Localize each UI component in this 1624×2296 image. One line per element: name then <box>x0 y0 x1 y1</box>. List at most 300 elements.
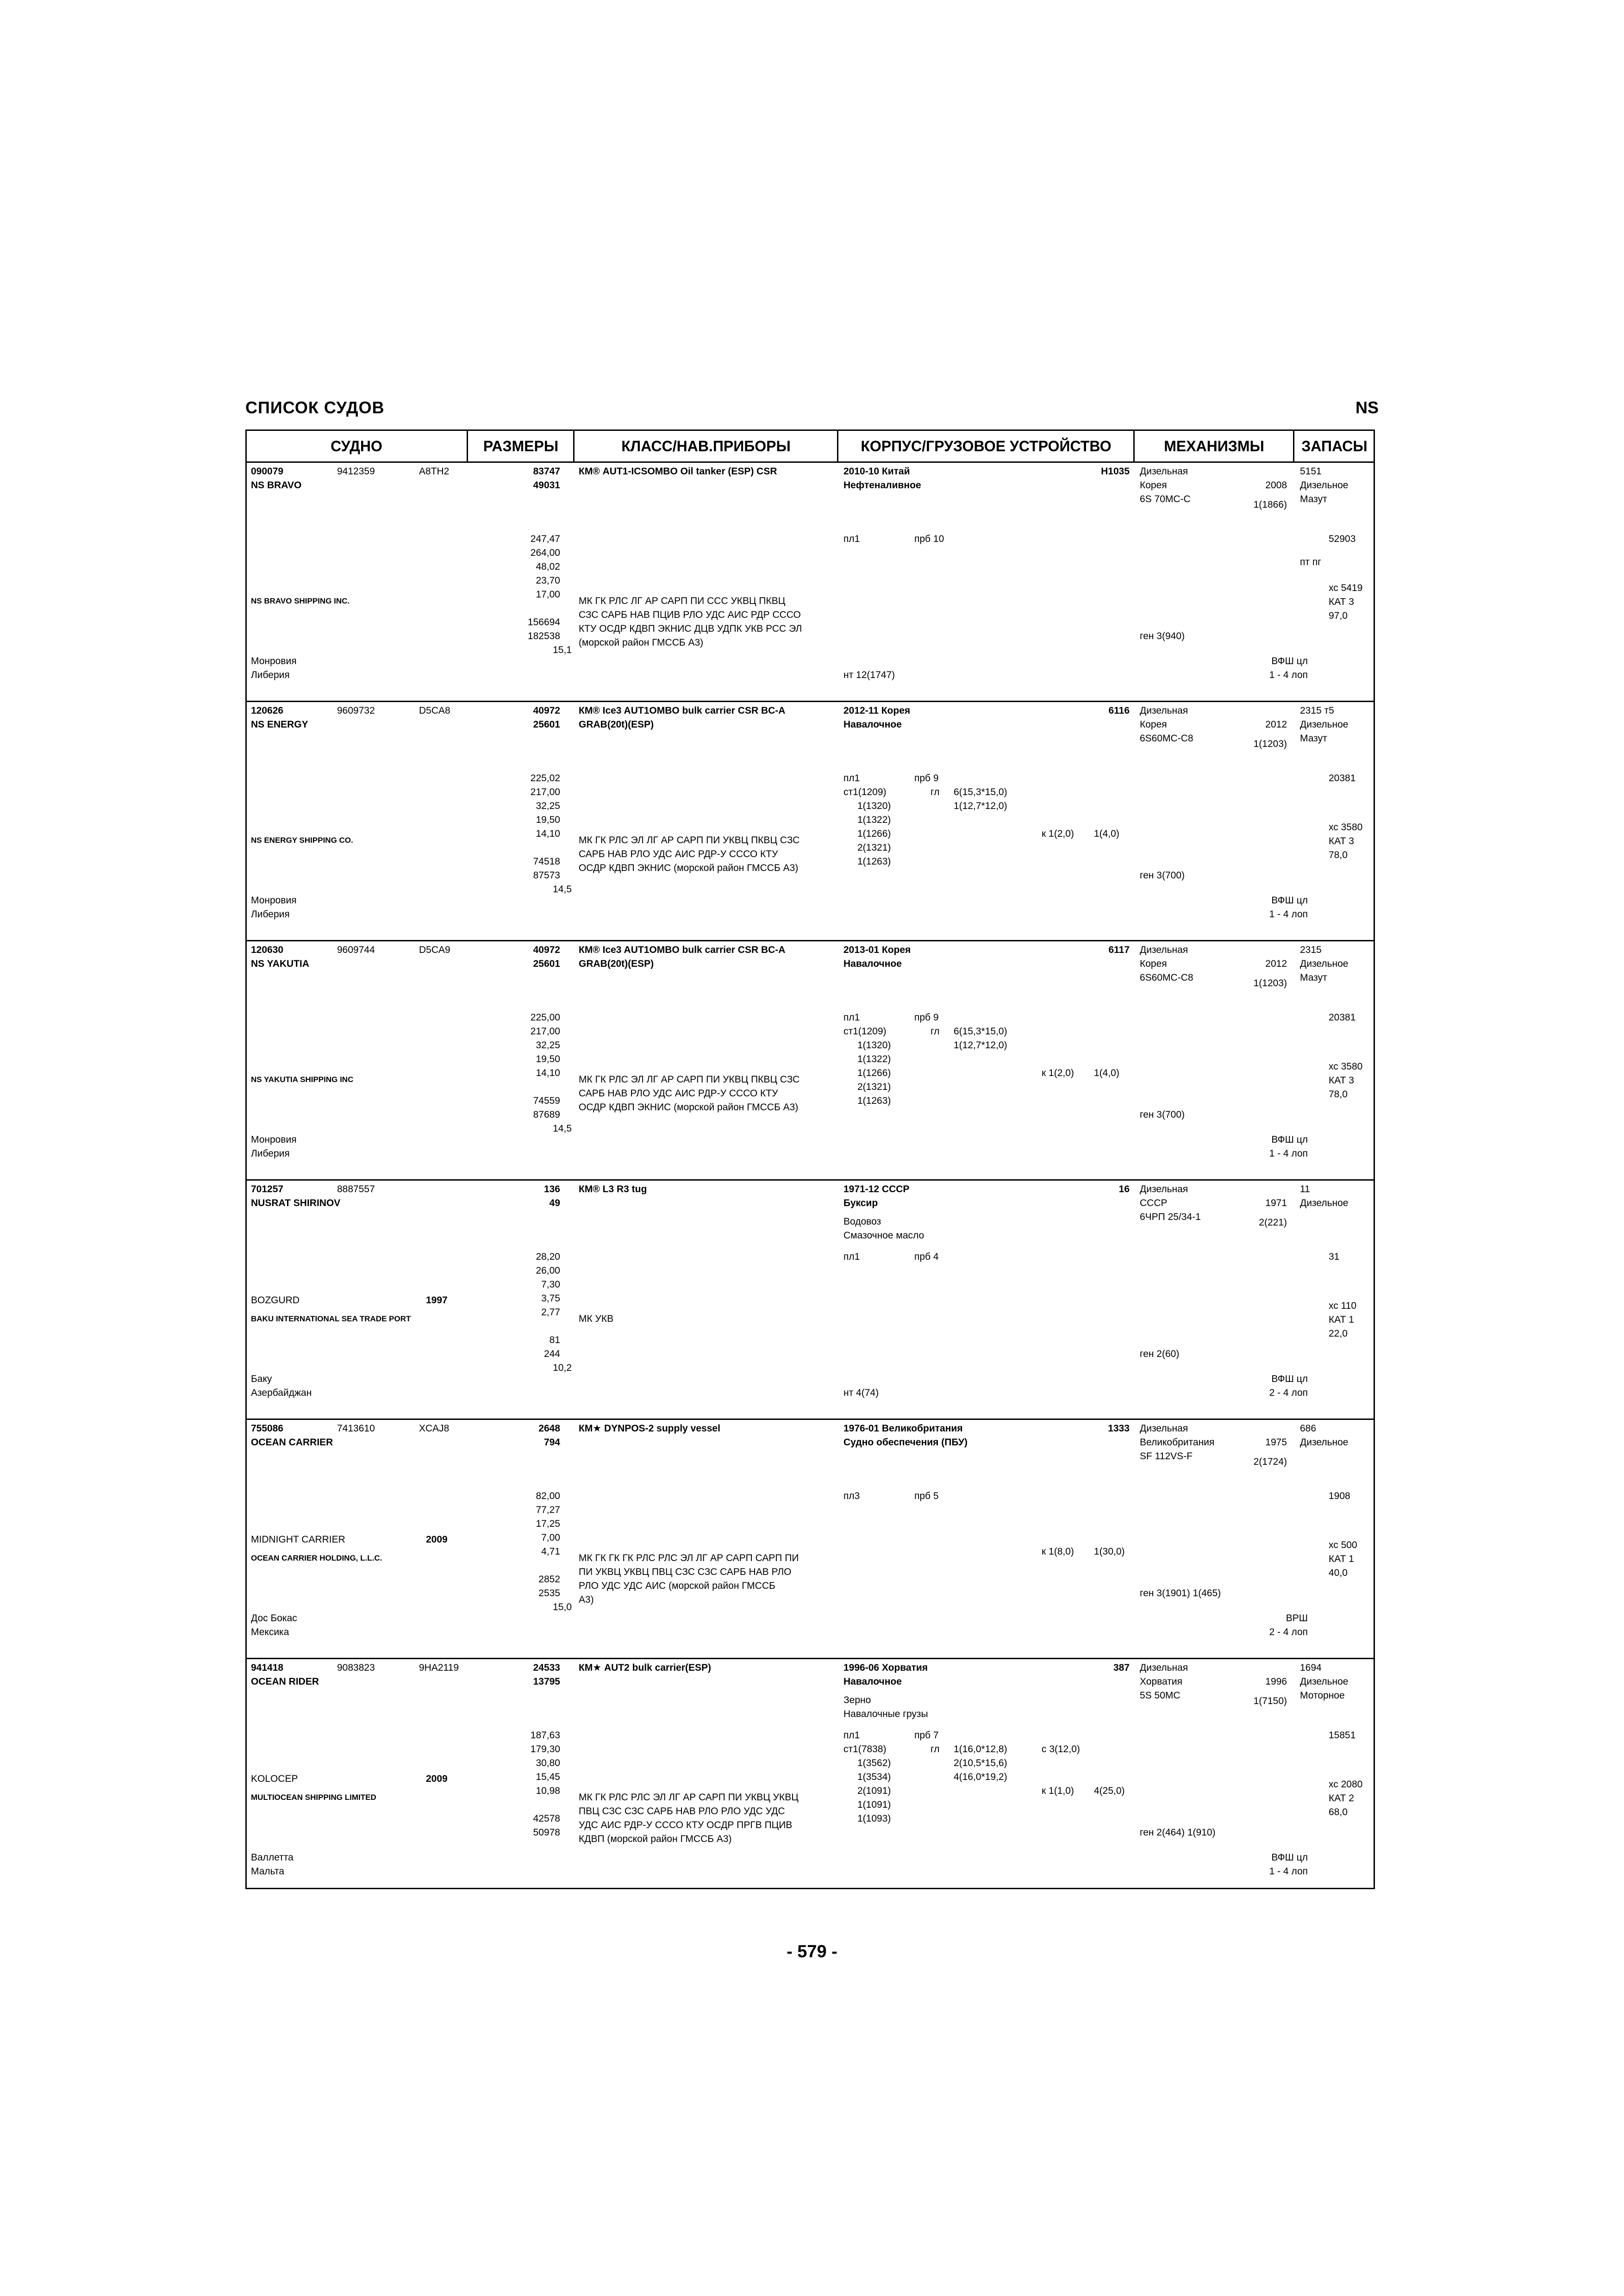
class-notation-cont: GRAB(20t)(ESP) <box>579 958 654 969</box>
generators: ген 2(60) <box>1140 1349 1180 1359</box>
engine-type: Дизельная <box>1140 466 1188 477</box>
hold-info: ст1(1209) <box>843 787 887 797</box>
nav-equipment-line: А3) <box>579 1594 594 1605</box>
dimension-value: 225,00 <box>530 1012 560 1023</box>
ship-name: NS BRAVO <box>251 480 302 491</box>
engine-model: 5S 50MC <box>1140 1690 1181 1701</box>
propeller: ВФШ цл <box>1271 1134 1308 1145</box>
propeller: ВФШ цл <box>1271 895 1308 906</box>
hold-info: 1(1322) <box>857 1054 891 1064</box>
home-port: Монровия <box>251 656 297 666</box>
dimension-value: 14,10 <box>536 828 560 839</box>
net-capacity: 2852 <box>538 1574 560 1585</box>
hold-info: пл1 <box>843 534 860 544</box>
former-name-year: 1997 <box>426 1295 448 1306</box>
engine-country: Корея <box>1140 958 1167 969</box>
ship-reg-number: 120626 <box>251 705 284 716</box>
build-info: 1971-12 СССР <box>843 1184 910 1195</box>
vessel-type: Нефтеналивное <box>843 480 921 491</box>
hold-info: ст1(1209) <box>843 1026 887 1037</box>
dimension-value: 179,30 <box>530 1744 560 1755</box>
net-capacity: 74559 <box>533 1095 560 1106</box>
category-value: 78,0 <box>1329 850 1348 860</box>
nav-equipment-line: МК ГК РЛС ЛГ АР САРП ПИ ССС УКВЦ ПКВЦ <box>579 596 786 606</box>
engine-model: 6S 70MC-C <box>1140 494 1191 504</box>
propeller-blades: 1 - 4 лоп <box>1269 1148 1308 1159</box>
gear-info: с 3(12,0) <box>1042 1744 1080 1755</box>
engine-type: Дизельная <box>1140 945 1188 955</box>
nav-equipment-line: ОСДР КДВП ЭКНИС (морской район ГМССБ А3) <box>579 863 799 873</box>
page-number: - 579 - <box>787 1942 837 1961</box>
hold-info-2: прб 5 <box>914 1491 939 1501</box>
gear-info-2: 4(25,0) <box>1094 1786 1125 1796</box>
generators: ген 3(700) <box>1140 870 1185 881</box>
fuel-type-1: Дизельное <box>1300 480 1349 491</box>
engine-power: 2(1724) <box>1253 1456 1287 1467</box>
deadweight: 2648 <box>538 1423 560 1434</box>
engine-country: Корея <box>1140 480 1167 491</box>
dimension-value: 32,25 <box>536 1040 560 1051</box>
ship-owner: MULTIOCEAN SHIPPING LIMITED <box>251 1793 376 1802</box>
engine-power: 1(1866) <box>1253 499 1287 510</box>
dimension-value: 3,75 <box>541 1293 560 1304</box>
hold-info-2: гл <box>931 1026 940 1037</box>
fuel-type-2: Мазут <box>1300 972 1327 983</box>
engine-year: 2008 <box>1265 480 1287 491</box>
record-separator <box>245 1419 1375 1420</box>
ship-imo-number: 9609732 <box>337 705 375 716</box>
gear-info-2: 1(4,0) <box>1094 1068 1119 1078</box>
dimension-value: 264,00 <box>530 548 560 558</box>
dimension-value: 26,00 <box>536 1265 560 1276</box>
nav-equipment-line: МК ГК РЛС РЛС ЭЛ ЛГ АР САРП ПИ УКВЦ УКВЦ <box>579 1792 799 1803</box>
flag-country: Либерия <box>251 670 290 680</box>
former-name-year: 2009 <box>426 1534 448 1545</box>
home-port: Дос Бокас <box>251 1613 297 1624</box>
col-header-class: КЛАСС/НАВ.ПРИБОРЫ <box>621 438 791 454</box>
engine-country: Хорватия <box>1140 1676 1182 1687</box>
dimension-value: 14,10 <box>536 1068 560 1078</box>
ship-name: NS ENERGY <box>251 719 308 730</box>
vessel-type: Судно обеспечения (ПБУ) <box>843 1437 968 1448</box>
nav-equipment-line: МК ГК РЛС ЭЛ ЛГ АР САРП ПИ УКВЦ ПКВЦ СЗС <box>579 1074 800 1085</box>
engine-year: 2012 <box>1265 958 1287 969</box>
header-divider <box>573 429 575 463</box>
ship-reg-number: 090079 <box>251 466 284 477</box>
dimension-value: 17,00 <box>536 589 560 600</box>
hold-hatch: 2(10,5*15,6) <box>954 1758 1007 1768</box>
propeller-blades: 2 - 4 лоп <box>1269 1388 1308 1398</box>
nav-equipment-line: УДС АИС РДР-У СССО КТУ ОСДР ПРГВ ПЦИВ <box>579 1820 793 1830</box>
col-header-machinery: МЕХАНИЗМЫ <box>1164 438 1264 454</box>
dimension-value: 225,02 <box>530 773 560 784</box>
page-code: NS <box>1355 398 1379 417</box>
cargo-type: Зерно <box>843 1695 871 1705</box>
nav-equipment-line: КТУ ОСДР КДВП ЭКНИС ДЦВ УДПК УКВ РСС ЭЛ <box>579 623 802 634</box>
engine-year: 1971 <box>1265 1198 1287 1208</box>
hold-info: 1(1266) <box>857 1068 891 1078</box>
category-value: 78,0 <box>1329 1089 1348 1100</box>
hold-info-2: прб 9 <box>914 1012 939 1023</box>
class-notation: КМ® AUT1-ICSOMBO Oil tanker (ESP) CSR <box>579 466 777 477</box>
ship-call-sign: D5CA9 <box>419 945 450 955</box>
volume: 52903 <box>1329 534 1356 544</box>
col-header-stores: ЗАПАСЫ <box>1301 438 1368 454</box>
ship-reg-number: 120630 <box>251 945 284 955</box>
engine-country: Корея <box>1140 719 1167 730</box>
category-value: 97,0 <box>1329 610 1348 621</box>
cargo-capacity: 244 <box>543 1349 560 1359</box>
dimension-value: 187,63 <box>530 1730 560 1741</box>
nav-equipment-line: КДВП (морской район ГМССБ А3) <box>579 1834 732 1844</box>
net-capacity: 81 <box>549 1335 560 1345</box>
propeller: ВФШ цл <box>1271 1374 1308 1384</box>
engine-year: 1996 <box>1265 1676 1287 1687</box>
dimension-value: 32,25 <box>536 801 560 811</box>
engine-power: 1(7150) <box>1253 1696 1287 1706</box>
gear-info-2: 1(30,0) <box>1094 1546 1125 1557</box>
former-name: BOZGURD <box>251 1295 300 1306</box>
category-value: 68,0 <box>1329 1807 1348 1817</box>
dimension-value: 7,00 <box>541 1532 560 1543</box>
hold-info: 1(1320) <box>857 1040 891 1051</box>
fuel-type-1: Дизельное <box>1300 1437 1349 1448</box>
dimension-value: 82,00 <box>536 1491 560 1501</box>
tonnage-note: нт 12(1747) <box>843 670 895 680</box>
hold-hatch: 4(16,0*19,2) <box>954 1772 1007 1782</box>
gross-tonnage: 49031 <box>533 480 560 491</box>
ship-owner: BAKU INTERNATIONAL SEA TRADE PORT <box>251 1314 411 1323</box>
hold-info-2: прб 4 <box>914 1251 939 1262</box>
ship-owner: NS BRAVO SHIPPING INC. <box>251 597 350 605</box>
propeller-blades: 1 - 4 лоп <box>1269 670 1308 680</box>
ship-reg-number: 701257 <box>251 1184 284 1195</box>
fuel-type-1: Дизельное <box>1300 719 1349 730</box>
record-separator <box>245 940 1375 941</box>
hold-info-2: гл <box>931 1744 940 1755</box>
engine-model: SF 112VS-F <box>1140 1451 1193 1462</box>
hull-number: 16 <box>1118 1184 1130 1195</box>
fuel-capacity: 686 <box>1300 1423 1317 1434</box>
category: КАТ 3 <box>1329 836 1354 846</box>
hold-hatch: 1(12,7*12,0) <box>954 1040 1007 1051</box>
refrigeration: хс 500 <box>1329 1540 1357 1550</box>
speed: 14,5 <box>553 884 572 895</box>
nav-equipment-line: (морской район ГМССБ А3) <box>579 637 704 648</box>
hold-info: 2(1091) <box>857 1786 891 1796</box>
vessel-type: Навалочное <box>843 719 902 730</box>
hold-info: пл1 <box>843 773 860 784</box>
cargo-type: Смазочное масло <box>843 1230 924 1241</box>
refrigeration: хс 2080 <box>1329 1779 1363 1790</box>
dimension-value: 28,20 <box>536 1251 560 1262</box>
gear-info: к 1(1,0) <box>1042 1786 1074 1796</box>
category-value: 22,0 <box>1329 1328 1348 1339</box>
record-separator <box>245 1658 1375 1659</box>
gear-info: к 1(2,0) <box>1042 828 1074 839</box>
class-notation: КМ★ AUT2 bulk carrier(ESP) <box>579 1662 712 1673</box>
ship-imo-number: 9609744 <box>337 945 375 955</box>
hold-info-2: гл <box>931 787 940 797</box>
flag-country: Азербайджан <box>251 1388 312 1398</box>
hold-info-2: прб 10 <box>914 534 944 544</box>
net-capacity: 74518 <box>533 856 560 867</box>
vessel-type: Буксир <box>843 1198 878 1208</box>
former-name: MIDNIGHT CARRIER <box>251 1534 345 1545</box>
hold-hatch: 6(15,3*15,0) <box>954 787 1007 797</box>
refrigeration: хс 110 <box>1329 1300 1357 1311</box>
dimension-value: 10,98 <box>536 1786 560 1796</box>
gross-tonnage: 49 <box>549 1198 560 1208</box>
engine-year: 2012 <box>1265 719 1287 730</box>
fuel-type-1: Дизельное <box>1300 1676 1349 1687</box>
ship-imo-number: 7413610 <box>337 1423 375 1434</box>
build-info: 2012-11 Корея <box>843 705 911 716</box>
cargo-capacity: 87573 <box>533 870 560 881</box>
volume: 20381 <box>1329 773 1356 784</box>
category: КАТ 2 <box>1329 1793 1354 1804</box>
propeller-blades: 1 - 4 лоп <box>1269 909 1308 920</box>
hold-info: 1(1320) <box>857 801 891 811</box>
ship-name: OCEAN CARRIER <box>251 1437 333 1448</box>
home-port: Монровия <box>251 1134 297 1145</box>
hull-number: 6116 <box>1108 705 1130 716</box>
vessel-type: Навалочное <box>843 958 902 969</box>
header-divider <box>1293 429 1294 463</box>
engine-type: Дизельная <box>1140 1423 1188 1434</box>
dimension-value: 4,71 <box>541 1546 560 1557</box>
fuel-capacity: 11 <box>1300 1184 1310 1195</box>
ship-name: NS YAKUTIA <box>251 958 310 969</box>
category-value: 40,0 <box>1329 1568 1348 1578</box>
nav-equipment-line: СЗС САРБ НАВ ПЦИВ РЛО УДС АИС РДР СССО <box>579 610 801 620</box>
nav-equipment-line: ОСДР КДВП ЭКНИС (морской район ГМССБ А3) <box>579 1102 799 1113</box>
engine-type: Дизельная <box>1140 705 1188 716</box>
fuel-type-1: Дизельное <box>1300 958 1349 969</box>
hold-info: 1(3562) <box>857 1758 891 1768</box>
dimension-value: 247,47 <box>530 534 560 544</box>
ship-reg-number: 755086 <box>251 1423 284 1434</box>
page-title: СПИСОК СУДОВ <box>245 398 385 417</box>
hold-info: 1(1263) <box>857 856 891 867</box>
dimension-value: 2,77 <box>541 1307 560 1318</box>
propeller-blades: 1 - 4 лоп <box>1269 1866 1308 1877</box>
refrigeration: хс 3580 <box>1329 822 1363 833</box>
flag-country: Мексика <box>251 1627 289 1637</box>
hold-info: 2(1321) <box>857 1082 891 1092</box>
nav-equipment-line: МК УКВ <box>579 1313 614 1324</box>
fuel-capacity: 1694 <box>1300 1662 1322 1673</box>
hold-info: ст1(7838) <box>843 1744 887 1755</box>
class-notation: КМ® Ice3 AUT1OMBO bulk carrier CSR BC-A <box>579 705 786 716</box>
deadweight: 40972 <box>533 945 560 955</box>
flag-country: Мальта <box>251 1866 285 1877</box>
gross-tonnage: 25601 <box>533 958 560 969</box>
fuel-type-2: Моторное <box>1300 1690 1345 1701</box>
hold-info: 1(1263) <box>857 1095 891 1106</box>
class-notation: КМ★ DYNPOS-2 supply vessel <box>579 1423 720 1434</box>
ship-call-sign: D5CA8 <box>419 705 450 716</box>
engine-country: СССР <box>1140 1198 1168 1208</box>
home-port: Монровия <box>251 895 297 906</box>
former-name: KOLOCEP <box>251 1773 298 1784</box>
engine-model: 6S60MC-C8 <box>1140 733 1193 744</box>
fuel-capacity: 2315 <box>1300 945 1322 955</box>
record-separator <box>245 1179 1375 1181</box>
hull-number: Н1035 <box>1101 466 1130 477</box>
nav-equipment-line: САРБ НАВ РЛО УДС АИС РДР-У СССО КТУ <box>579 849 778 859</box>
ship-imo-number: 9412359 <box>337 466 375 477</box>
propeller: ВФШ цл <box>1271 656 1308 666</box>
gear-info: к 1(2,0) <box>1042 1068 1074 1078</box>
gear-info: к 1(8,0) <box>1042 1546 1074 1557</box>
engine-country: Великобритания <box>1140 1437 1215 1448</box>
hold-info: 1(1266) <box>857 828 891 839</box>
engine-power: 1(1203) <box>1253 978 1287 989</box>
col-header-ship: СУДНО <box>331 438 382 454</box>
hold-info-2: прб 7 <box>914 1730 939 1741</box>
speed: 10,2 <box>553 1363 572 1373</box>
dimension-value: 30,80 <box>536 1758 560 1768</box>
ship-reg-number: 941418 <box>251 1662 284 1673</box>
former-name-year: 2009 <box>426 1773 448 1784</box>
dimension-value: 19,50 <box>536 1054 560 1064</box>
deadweight: 40972 <box>533 705 560 716</box>
cargo-capacity: 2535 <box>538 1588 560 1599</box>
ship-imo-number: 8887557 <box>337 1184 375 1195</box>
header-divider <box>467 429 468 463</box>
gear-info-2: 1(4,0) <box>1094 828 1119 839</box>
ship-name: OCEAN RIDER <box>251 1676 319 1687</box>
volume: 15851 <box>1329 1730 1356 1741</box>
generators: ген 3(700) <box>1140 1109 1185 1120</box>
propeller: ВФШ цл <box>1271 1852 1308 1863</box>
speed: 15,1 <box>553 645 572 655</box>
engine-power: 1(1203) <box>1253 739 1287 749</box>
ship-name: NUSRAT SHIRINOV <box>251 1198 341 1208</box>
engine-model: 6ЧРП 25/34-1 <box>1140 1212 1201 1222</box>
engine-power: 2(221) <box>1259 1217 1287 1228</box>
hull-number: 1333 <box>1108 1423 1130 1434</box>
engine-type: Дизельная <box>1140 1184 1188 1195</box>
hull-number: 6117 <box>1108 945 1130 955</box>
gross-tonnage: 25601 <box>533 719 560 730</box>
hold-info: 1(1091) <box>857 1799 891 1810</box>
generators: ген 3(1901) 1(465) <box>1140 1588 1221 1599</box>
engine-type: Дизельная <box>1140 1662 1188 1673</box>
volume-type: пт пг <box>1300 557 1321 567</box>
dimension-value: 217,00 <box>530 787 560 797</box>
ship-owner: NS YAKUTIA SHIPPING INC <box>251 1075 354 1084</box>
cargo-capacity: 182538 <box>527 631 560 641</box>
hold-info: 1(1322) <box>857 815 891 825</box>
table-frame <box>245 429 1375 1889</box>
build-info: 2013-01 Корея <box>843 945 911 955</box>
ship-owner: OCEAN CARRIER HOLDING, L.L.C. <box>251 1554 382 1562</box>
speed: 14,5 <box>553 1123 572 1134</box>
cargo-capacity: 87689 <box>533 1109 560 1120</box>
nav-equipment-line: РЛО УДС УДС АИС (морской район ГМССБ <box>579 1580 775 1591</box>
nav-equipment-line: САРБ НАВ РЛО УДС АИС РДР-У СССО КТУ <box>579 1088 778 1099</box>
hold-hatch: 6(15,3*15,0) <box>954 1026 1007 1037</box>
dimension-value: 23,70 <box>536 575 560 586</box>
propeller-blades: 2 - 4 лоп <box>1269 1627 1308 1637</box>
gross-tonnage: 794 <box>543 1437 560 1448</box>
fuel-capacity: 2315 т5 <box>1300 705 1334 716</box>
dimension-value: 19,50 <box>536 815 560 825</box>
class-notation: КМ® L3 R3 tug <box>579 1184 647 1195</box>
dimension-value: 217,00 <box>530 1026 560 1037</box>
flag-country: Либерия <box>251 1148 290 1159</box>
cargo-capacity: 50978 <box>533 1827 560 1838</box>
volume: 20381 <box>1329 1012 1356 1023</box>
volume: 31 <box>1329 1251 1340 1262</box>
generators: ген 2(464) 1(910) <box>1140 1827 1216 1838</box>
hold-info: 1(3534) <box>857 1772 891 1782</box>
deadweight: 136 <box>543 1184 560 1195</box>
category: КАТ 3 <box>1329 1075 1354 1086</box>
nav-equipment-line: МК ГК РЛС ЭЛ ЛГ АР САРП ПИ УКВЦ ПКВЦ СЗС <box>579 835 800 846</box>
ship-call-sign: A8TH2 <box>419 466 450 477</box>
fuel-capacity: 5151 <box>1300 466 1322 477</box>
build-info: 2010-10 Китай <box>843 466 910 477</box>
ship-owner: NS ENERGY SHIPPING CO. <box>251 836 353 845</box>
record-separator <box>245 701 1375 702</box>
fuel-type-2: Мазут <box>1300 733 1327 744</box>
speed: 15,0 <box>553 1602 572 1612</box>
engine-year: 1975 <box>1265 1437 1287 1448</box>
net-capacity: 156694 <box>527 617 560 628</box>
hull-number: 387 <box>1113 1662 1130 1673</box>
tonnage-note: нт 4(74) <box>843 1388 879 1398</box>
hold-info-2: прб 9 <box>914 773 939 784</box>
nav-equipment-line: МК ГК ГК ГК РЛС РЛС ЭЛ ЛГ АР САРП САРП ПИ <box>579 1553 799 1563</box>
hold-info: пл1 <box>843 1012 860 1023</box>
col-header-hull: КОРПУС/ГРУЗОВОЕ УСТРОЙСТВО <box>861 438 1112 454</box>
flag-country: Либерия <box>251 909 290 920</box>
header-divider <box>1133 429 1135 463</box>
vessel-type: Навалочное <box>843 1676 902 1687</box>
fuel-type-2: Мазут <box>1300 494 1327 504</box>
deadweight: 83747 <box>533 466 560 477</box>
header-divider <box>837 429 838 463</box>
nav-equipment-line: ПВЦ СЗС СЗС САРБ НАВ РЛО РЛО УДС УДС <box>579 1806 785 1817</box>
net-capacity: 42578 <box>533 1813 560 1824</box>
generators: ген 3(940) <box>1140 631 1185 641</box>
hold-hatch: 1(16,0*12,8) <box>954 1744 1007 1755</box>
volume: 1908 <box>1329 1491 1350 1501</box>
category: КАТ 3 <box>1329 597 1354 607</box>
nav-equipment-line: ПИ УКВЦ УКВЦ ПВЦ СЗС СЗС САРБ НАВ РЛО <box>579 1567 792 1577</box>
header-rule <box>245 461 1375 463</box>
dimension-value: 7,30 <box>541 1279 560 1290</box>
build-info: 1996-06 Хорватия <box>843 1662 928 1673</box>
hold-info: пл1 <box>843 1730 860 1741</box>
engine-model: 6S60MC-C8 <box>1140 972 1193 983</box>
refrigeration: хс 5419 <box>1329 583 1363 593</box>
ship-imo-number: 9083823 <box>337 1662 375 1673</box>
hold-info: 1(1093) <box>857 1813 891 1824</box>
ship-call-sign: 9HA2119 <box>419 1662 459 1673</box>
cargo-type: Навалочные грузы <box>843 1709 928 1719</box>
gross-tonnage: 13795 <box>533 1676 560 1687</box>
refrigeration: хс 3580 <box>1329 1061 1363 1072</box>
category: КАТ 1 <box>1329 1314 1354 1325</box>
dimension-value: 15,45 <box>536 1772 560 1782</box>
fuel-type-1: Дизельное <box>1300 1198 1349 1208</box>
class-notation: КМ® Ice3 AUT1OMBO bulk carrier CSR BC-A <box>579 945 786 955</box>
hold-info: пл3 <box>843 1491 860 1501</box>
